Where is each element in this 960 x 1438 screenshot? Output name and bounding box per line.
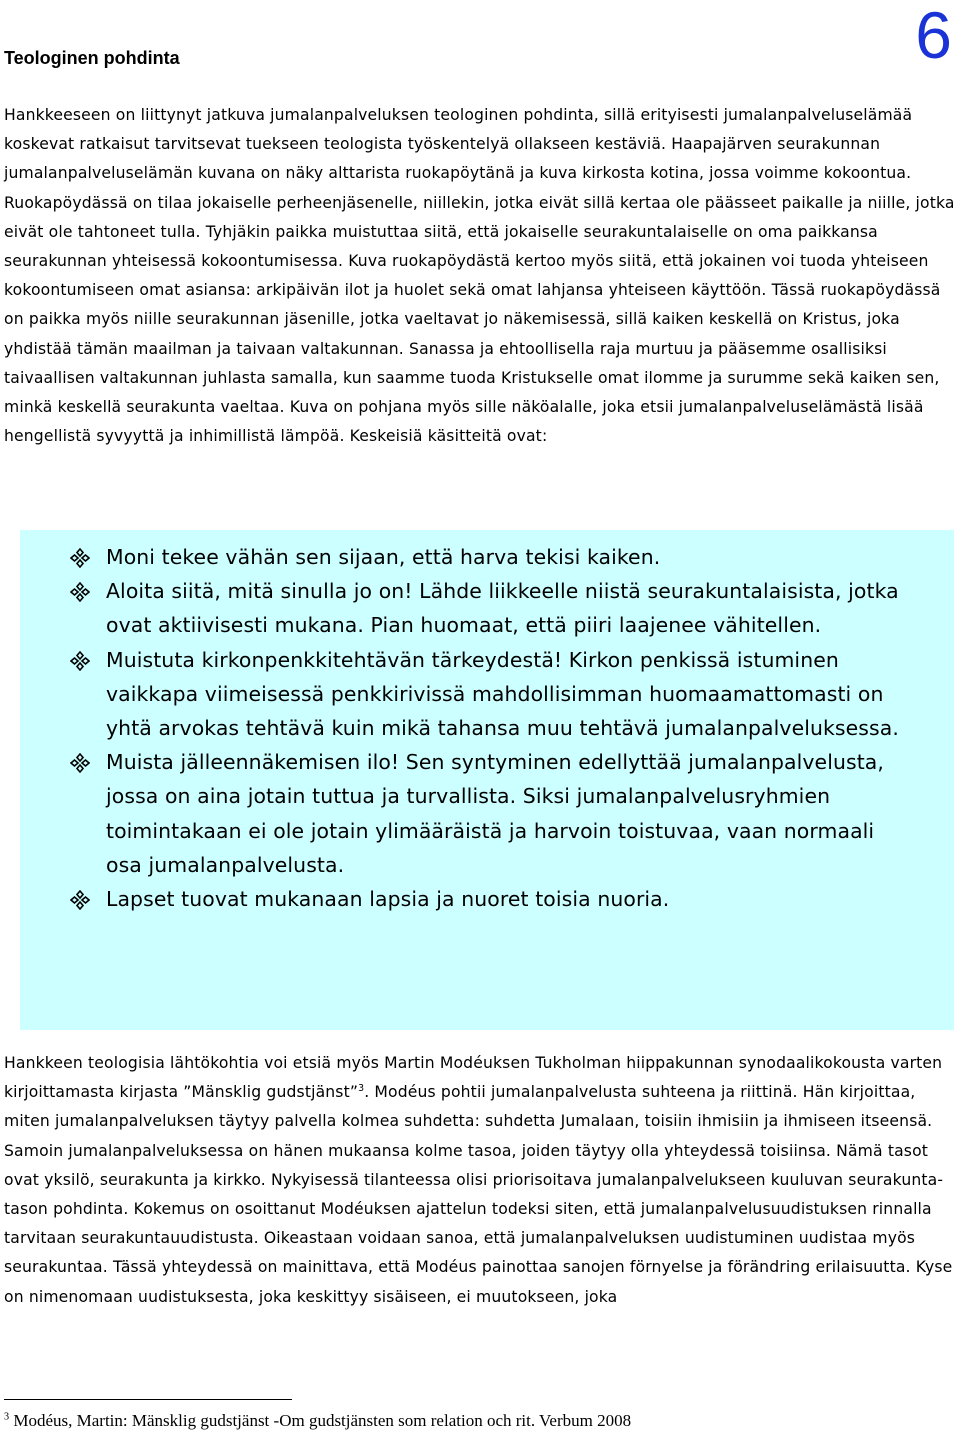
four-diamond-bullet-icon (70, 651, 90, 671)
four-diamond-bullet-icon (70, 753, 90, 773)
four-diamond-bullet-icon (70, 548, 90, 568)
footnote-divider (4, 1399, 292, 1400)
four-diamond-bullet-icon (70, 582, 90, 602)
list-item-text: Lapset tuovat mukanaan lapsia ja nuoret toisia nuoria. (106, 887, 670, 912)
modeus-paragraph (4, 1049, 958, 1312)
section-title: Teologinen pohdinta (4, 48, 180, 68)
intro-paragraph: Hankkeeseen on liittynyt jatkuva jumalanpalveluksen teologinen pohdinta, sillä erityisesti jumalanpalveluselämää koskevat ratkaisut tarvitsevat tuekseen teologista työskentelyä ollakseen kestäviä. Haapajärven seurakunnan jumalanpalveluselämän kuvana on näky alttarista ruokapöytänä ja kuva kirkosta kotina, jossa voimme kokoontua. Ruokapöydässä on tilaa jokaiselle perheenjäsenelle, niillekin, jotka eivät sillä kertaa ole päässeet paikalle ja niille, jotka eivät ole tahtoneet tulla. Tyhjäkin paikka muistuttaa siitä, että jokaiselle seurakuntalaiselle on oma paikkansa seurakunnan yhteisessä kokoontumisessa. Kuva ruokapöydästä kertoo myös siitä, että jokainen voi tuoda yhteiseen kokoontumiseen omat asiansa: arkipäivän ilot ja huolet sekä omat lahjansa yhteiseen käyttöön. Tässä ruokapöydässä on paikka myös niille seurakunnan jäsenille, jotka vaeltavat jo näkemisessä, sillä kaiken keskellä on Kristus, joka yhdistää tämän maailman ja taivaan valtakunnan. Sanassa ja ehtoollisella raja murtuu ja pääsemme osallisiksi taivaallisen valtakunnan juhlasta samalla, kun saamme tuoda Kristukselle omat ilomme ja surumme sekä kaiken sen, minkä keskellä seurakunta vaeltaa. Kuva on pohjana myös sille näköalalle, joka etsii jumalanpalveluselämästä lisää hengellistä syvyyttä ja inhimillistä lämpöä. Keskeisiä käsitteitä ovat: (4, 106, 955, 446)
list-item-text: Muista jälleennäkemisen ilo! Sen syntyminen edellyttää jumalanpalvelusta, jossa on aina jotain tuttua ja turvallista. Siksi jumalanpalvelusryhmien toimintakaan ei ole jotain ylimääräistä ja harvoin toistuvaa, vaan normaali osa jumalanpalvelusta. (106, 750, 884, 877)
four-diamond-bullet-icon (70, 890, 90, 910)
paragraph-text: . Modéus pohtii jumalanpalvelusta suhteena ja riittinä. Hän kirjoittaa, miten jumalanpalveluksen täytyy palvella kolmea suhdetta: suhdetta Jumalaan, toisiin ihmisiin ja ihmiseen itseensä. Samoin jumalanpalveluksessa on hänen mukaansa kolme tasoa, joiden täytyy olla yhteydessä toisiinsa. Nämä tasot ovat yksilö, seurakunta ja kirkko. Nykyisessä tilanteessa olisi priorisoitava jumalanpalvelukseen kuuluvan seurakunta-tason pohdinta. Kokemus on osoittanut Modéuksen ajattelun todeksi siten, että jumalanpalvelusuudistuksen rinnalla tarvitaan seurakuntauudistusta. Oikeastaan voidaan sanoa, että jumalanpalveluksen uudistuminen uudistaa myös seurakuntaa. Tässä yhteydessä on mainittava, että Modéus painottaa sanojen förnyelse ja förändring erilaisuutta. Kyse on nimenomaan uudistuksesta, joka keskittyy sisäiseen, ei muutokseen, joka (4, 1083, 953, 1306)
key-concepts-list (70, 540, 900, 916)
page-number: 6 (915, 0, 952, 72)
footnote (4, 1410, 631, 1432)
paragraph-text: Hankkeen teologisia lähtökohtia voi etsiä myös Martin Modéuksen Tukholman hiippakunnan synodaalikokousta varten kirjoittamasta kirjasta ”Mänsklig gudstjänst” (4, 1054, 943, 1102)
list-item-text: Aloita siitä, mitä sinulla jo on! Lähde liikkeelle niistä seurakuntalaisista, jotka ovat aktiivisesti mukana. Pian huomaat, että piiri laajenee vähitellen. (106, 579, 899, 638)
list-item (70, 540, 900, 574)
list-item (70, 745, 900, 882)
list-item (70, 574, 900, 642)
list-item-text: Moni tekee vähän sen sijaan, että harva tekisi kaiken. (106, 545, 661, 569)
footnote-mark: 3 (4, 1411, 10, 1423)
list-item (70, 882, 900, 916)
list-item-text: Muistuta kirkonpenkkitehtävän tärkeydestä! Kirkon penkissä istuminen vaikkapa viimeisessä penkkirivissä mahdollisimman huomaamattomasti on yhtä arvokas tehtävä kuin mikä tahansa muu tehtävä jumalanpalveluksessa. (106, 647, 899, 741)
key-concepts-callout (20, 530, 954, 1030)
footnote-text: Modéus, Martin: Mänsklig gudstjänst -Om gudstjänsten som relation och rit. Verbum 2008 (9, 1411, 632, 1430)
list-item (70, 643, 900, 746)
footnote-reference: 3 (358, 1083, 365, 1095)
